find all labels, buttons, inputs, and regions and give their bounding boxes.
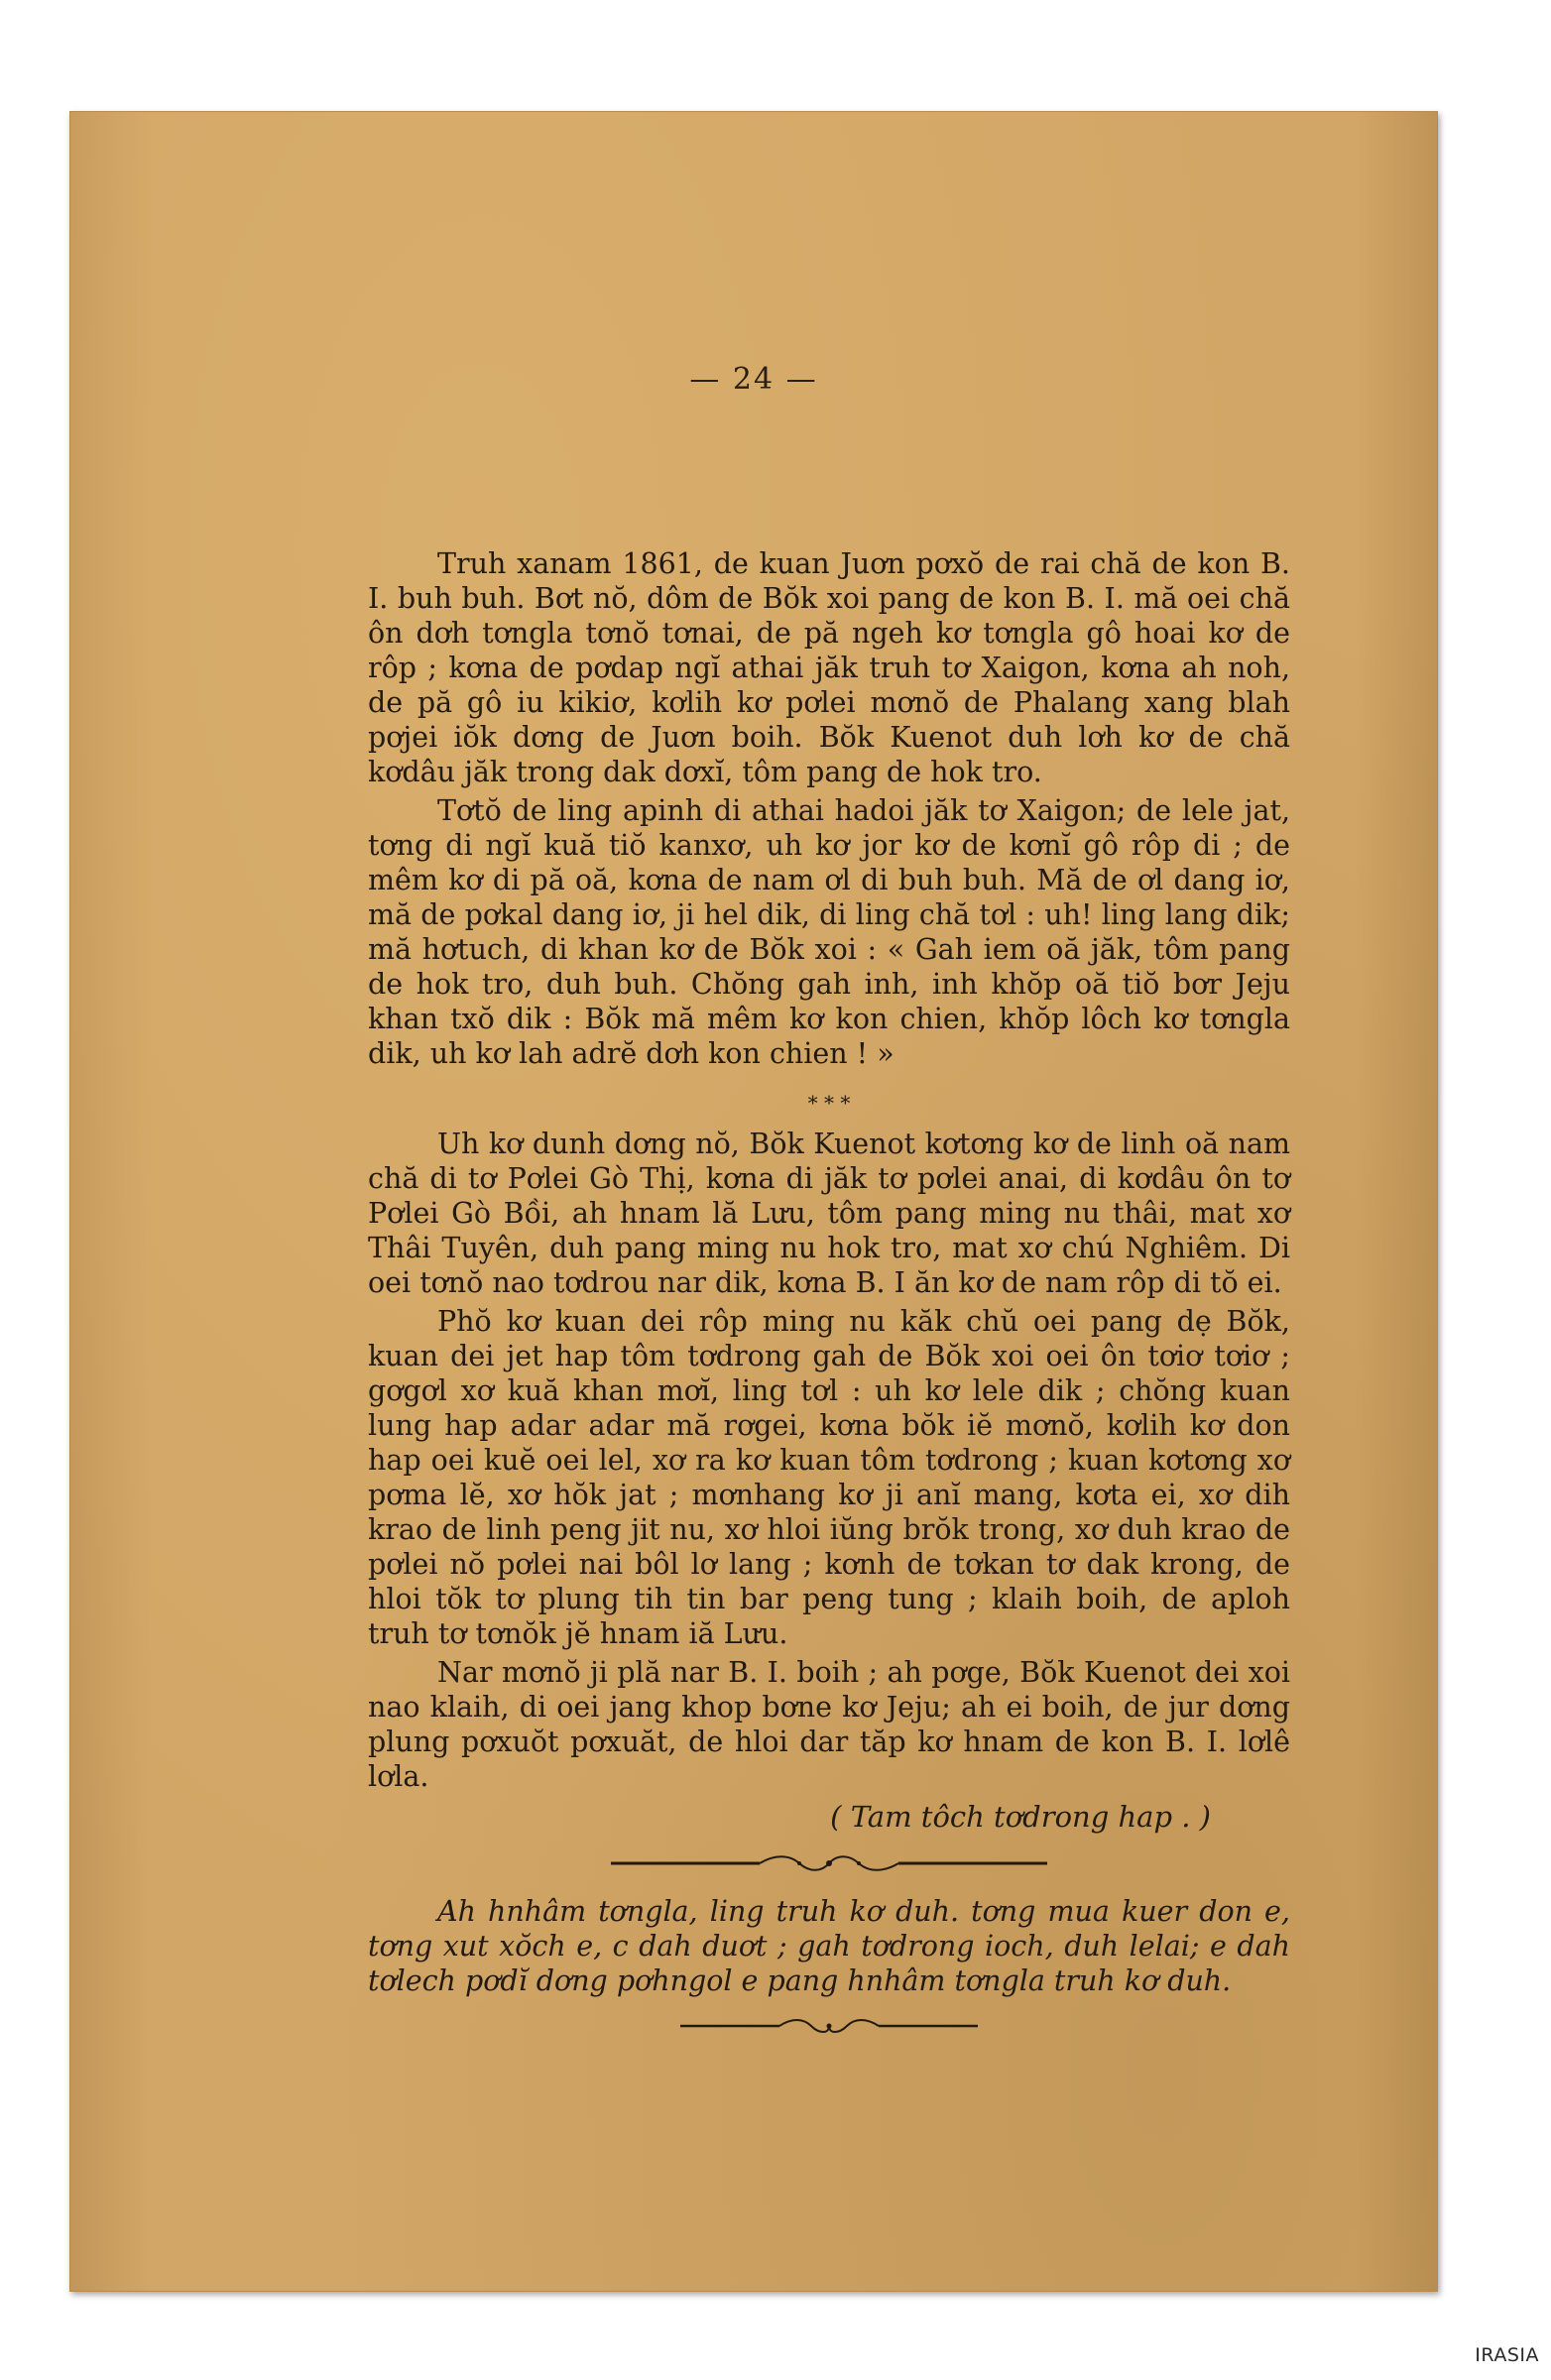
document-page <box>69 111 1438 2292</box>
italic-note: Ah hnhâm tơngla, ling truh kơ duh. tơng mua kuer don e, tơng xut xŏch e, c dah duơt ; gah tơdrong ioch, duh lelai; e dah tơlech pơdĭ dơng pơhngol e pang hnhâm tơngla truh kơ duh. <box>368 1895 1290 1997</box>
paragraph-5: Nar mơnŏ ji plă nar B. I. boih ; ah pơge, Bŏk Kuenot dei xoi nao klaih, di oei jang khop bơne kơ Jeju; ah ei boih, de jur dơng plung pơxuŏt pơxuăt, de hloi dar tăp kơ hnam de kon B. I. lơlê lơla. <box>368 1656 1290 1793</box>
paragraph-4: Phŏ kơ kuan dei rôp ming nu kăk chŭ oei pang dẹ Bŏk, kuan dei jet hap tôm tơdrong gah de Bŏk xoi oei ôn tơiơ tơiơ ; gơgơl xơ kuă khan mơĭ, ling tơl : uh kơ lele dik ; chŏng kuan lung hap adar adar mă rơgei, kơna bŏk iĕ mơnŏ, kơlih kơ don hap oei kuĕ oei lel, xơ ra kơ kuan tôm tơdrong ; kuan kơtơng xơ pơma lĕ, xơ hŏk jat ; mơnhang kơ ji anĭ mang, kơta ei, xơ dih krao de linh peng jit nu, xơ hloi iŭng brŏk trong, xơ duh krao de pơlei nŏ pơlei nai bôl lơ lang ; kơnh de tơkan tơ dak krong, de hloi tŏk tơ plung tih tin bar peng tung ; klaih boih, de aploh truh tơ tơnŏk jĕ hnam iă Lưu. <box>368 1305 1290 1650</box>
page-number: — 24 — <box>689 362 818 397</box>
paragraph-1: Truh xanam 1861, de kuan Juơn pơxŏ de rai chă de kon B. I. buh buh. Bơt nŏ, dôm de Bŏk xoi pang de kon B. I. mă oei chă ôn dơh tơngla tơnŏ tơnai, de pă ngeh kơ tơngla gô hoai kơ de rôp ; kơna de pơdap ngĭ athai jăk truh tơ Xaigon, kơna ah noh, de pă gô iu kikiơ, kơlih kơ pơlei mơnŏ de Phalang xang blah pơjei iŏk dơng de Juơn boih. Bŏk Kuenot duh lơh kơ de chă kơdâu jăk trong dak dơxĭ, tôm pang de hok tro. <box>368 547 1290 788</box>
closing-signature: ( Tam tôch tơdrong hap . ) <box>830 1800 1211 1834</box>
body-text <box>368 546 1290 2056</box>
paragraph-3: Uh kơ dunh dơng nŏ, Bŏk Kuenot kơtơng kơ de linh oă nam chă di tơ Pơlei Gò Thị, kơna di jăk tơ pơlei anai, di kơdâu ôn tơ Pơlei Gò Bồi, ah hnam lă Lưu, tôm pang ming nu thâi, mat xơ Thâi Tuyên, duh pang ming nu hok tro, mat xơ chú Nghiêm. Di oei tơnŏ nao tơdrou nar dik, kơna B. I ăn kơ de nam rôp di tŏ ei. <box>368 1128 1290 1299</box>
asterism-separator: ⁎ ⁎ ⁎ <box>807 1085 851 1109</box>
ornamental-divider-bottom-icon <box>680 2016 978 2036</box>
paragraph-2: Tơtŏ de ling apinh di athai hadoi jăk tơ Xaigon; de lele jat, tơng di ngĭ kuă tiŏ kanxơ, uh kơ jor kơ de kơnĭ gô rôp di ; de mêm kơ di pă oă, kơna de nam ơl di buh buh. Mă de ơl dang iơ, mă de pơkal dang iơ, ji hel dik, di ling chă tơl : uh! ling lang dik; mă hơtuch, di khan kơ de Bŏk xoi : « Gah iem oă jăk, tôm pang de hok tro, duh buh. Chŏng gah inh, inh khŏp oă tiŏ bơr Jeju khan txŏ dik : Bŏk mă mêm kơ kon chien, khŏp lôch kơ tơngla dik, uh kơ lah adrĕ dơh kon chien ! » <box>368 794 1290 1070</box>
watermark-label: IRASIA <box>1475 2344 1539 2366</box>
ornamental-divider-icon <box>611 1852 1047 1874</box>
